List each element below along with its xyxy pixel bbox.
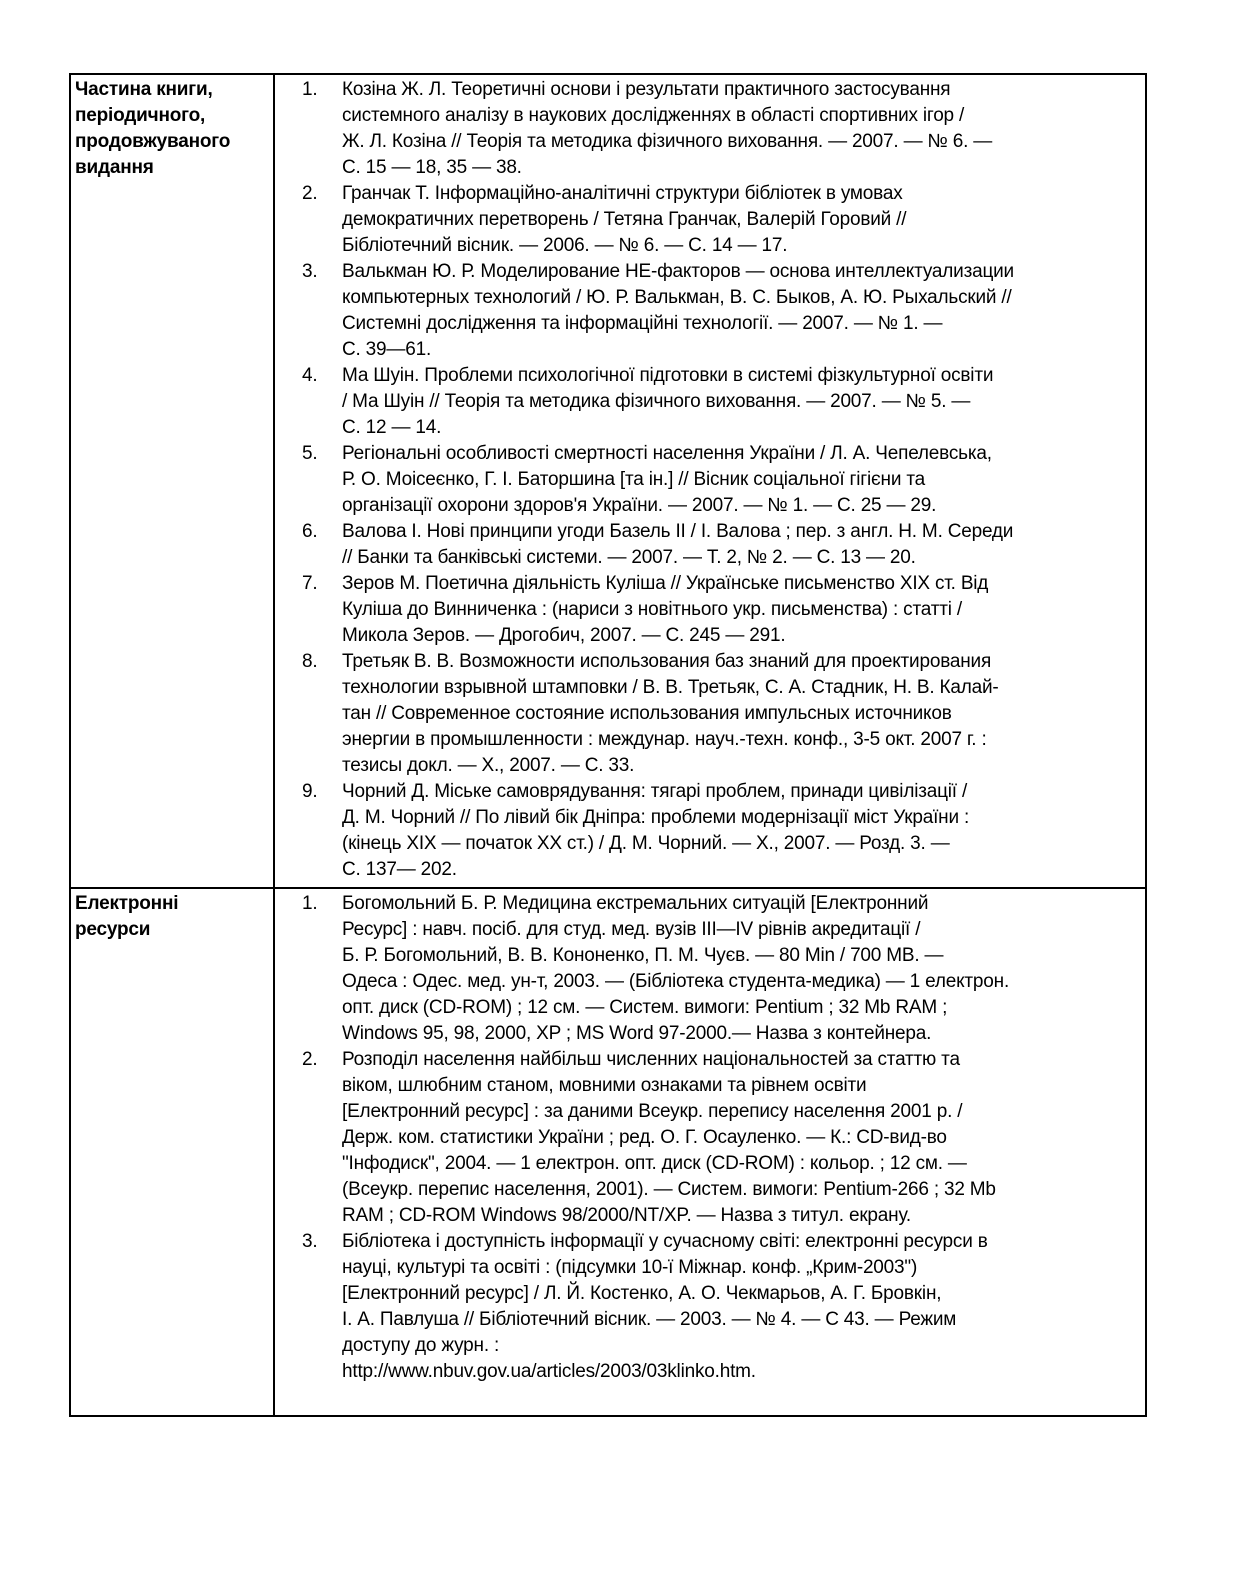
entry-text-line: Третьяк В. В. Возможности использования баз знаний для проектирования [342,651,992,672]
reference-entry [275,77,1141,181]
reference-entry [275,363,1141,441]
category-cell [70,74,274,888]
reference-entry [275,441,1141,519]
reference-entry [275,1229,1141,1385]
reference-entry [275,571,1141,649]
entry-text-line: Куліша до Винниченка : (нариси з новітнього укр. письменства) : статті / [342,599,962,620]
entry-number: 5. [302,443,318,464]
entry-text-line: http://www.nbuv.gov.ua/articles/2003/03klinko.htm. [342,1361,756,1382]
entry-text-line: [Електронний ресурс] / Л. Й. Костенко, А. О. Чекмарьов, А. Г. Бровкін, [342,1283,942,1304]
entry-text-line: Козіна Ж. Л. Теоретичні основи і результати практичного застосування [342,79,951,100]
entry-text-line: Ма Шуін. Проблеми психологічної підготовки в системі фізкультурної освіти [342,365,994,386]
entry-text-line: Б. Р. Богомольний, В. В. Кононенко, П. М. Чуєв. — 80 Min / 700 MB. — [342,945,944,966]
category-label-line: Частина книги, [75,79,213,100]
references-cell [274,888,1146,1416]
entry-text-line: / Ма Шуін // Теорія та методика фізичного виховання. — 2007. — № 5. — [342,391,971,412]
entry-text-line: Р. О. Моісеєнко, Г. І. Баторшина [та ін.] // Вісник соціальної гігієни та [342,469,925,490]
entry-number: 1. [302,79,318,100]
entry-text-line: RAM ; CD-ROM Windows 98/2000/NT/XP. — Назва з титул. екрану. [342,1205,911,1226]
reference-entry [275,779,1141,883]
category-label-line: ресурси [75,919,151,940]
entry-text-line: (Всеукр. перепис населення, 2001). — Систем. вимоги: Pentium-266 ; 32 Mb [342,1179,996,1200]
reference-entry [275,1047,1141,1229]
entry-text-line: Регіональні особливості смертності населення України / Л. А. Чепелевська, [342,443,992,464]
category-label-line: Електронні [75,893,179,914]
entry-number: 8. [302,651,318,672]
entry-number: 2. [302,1049,318,1070]
reference-entry [275,519,1141,571]
entry-number: 9. [302,781,318,802]
entry-text-line: тезисы докл. — Х., 2007. — С. 33. [342,755,635,776]
reference-entry [275,649,1141,779]
entry-text-line: доступу до журн. : [342,1335,500,1356]
category-label-line: продовжуваного [75,131,231,152]
entry-text-line: опт. диск (CD-ROM) ; 12 см. — Систем. вимоги: Pentium ; 32 Mb RAM ; [342,997,948,1018]
entry-text-line: С. 15 — 18, 35 — 38. [342,157,522,178]
entry-text-line: Розподіл населення найбільш численних національностей за статтю та [342,1049,960,1070]
entry-text-line: системного аналізу в наукових дослідженнях в області спортивних ігор / [342,105,965,126]
entry-text-line: Windows 95, 98, 2000, XP ; MS Word 97-2000.— Назва з контейнера. [342,1023,932,1044]
entry-text-line: энергии в промышленности : междунар. науч.-техн. конф., 3-5 окт. 2007 г. : [342,729,987,750]
reference-entry [275,891,1141,1047]
entry-number: 1. [302,893,318,914]
category-label-line: видання [75,157,154,178]
reference-entry [275,181,1141,259]
entry-text-line: технологии взрывной штамповки / В. В. Третьяк, С. А. Стадник, Н. В. Калай- [342,677,999,698]
entry-text-line: (кінець XIX — початок XX ст.) / Д. М. Чорний. — Х., 2007. — Розд. 3. — [342,833,950,854]
entry-text-line: Бібліотечний вісник. — 2006. — № 6. — С. 14 — 17. [342,235,788,256]
entry-text-line: демократичних перетворень / Тетяна Гранчак, Валерій Горовий // [342,209,907,230]
entry-text-line: компьютерных технологий / Ю. Р. Валькман, В. С. Быков, А. Ю. Рыхальский // [342,287,1012,308]
entry-text-line: Микола Зеров. — Дрогобич, 2007. — С. 245 — 291. [342,625,786,646]
entry-text-line: Д. М. Чорний // По лівий бік Дніпра: проблеми модернізації міст України : [342,807,970,828]
entry-number: 3. [302,1231,318,1252]
entry-number: 4. [302,365,318,386]
reference-list [275,77,1141,883]
bibliography-table [69,73,1147,1417]
table-row-electronic-resources [70,888,1146,1416]
entry-text-line: організації охорони здоров'я України. — 2007. — № 1. — С. 25 — 29. [342,495,937,516]
entry-text-line: С. 39—61. [342,339,432,360]
entry-text-line: Ж. Л. Козіна // Теорія та методика фізичного виховання. — 2007. — № 6. — [342,131,993,152]
entry-text-line: // Банки та банківські системи. — 2007. — Т. 2, № 2. — С. 13 — 20. [342,547,916,568]
entry-text-line: Чорний Д. Міське самоврядування: тягарі проблем, принади цивілізації / [342,781,968,802]
entry-text-line: Ресурс] : навч. посіб. для студ. мед. вузів III—IV рівнів акредитації / [342,919,921,940]
entry-text-line: Держ. ком. статистики України ; ред. О. Г. Осауленко. — К.: CD-вид-во [342,1127,947,1148]
entry-text-line: тан // Современное состояние использования импульсных источников [342,703,952,724]
entry-text-line: науці, культурі та освіті : (підсумки 10-ї Міжнар. конф. „Крим-2003") [342,1257,918,1278]
entry-text-line: Зеров М. Поетична діяльність Куліша // Українське письменство XIX ст. Від [342,573,989,594]
entry-text-line: "Інфодиск", 2004. — 1 електрон. опт. диск (CD-ROM) : кольор. ; 12 см. — [342,1153,967,1174]
entry-number: 7. [302,573,318,594]
reference-entry [275,259,1141,363]
entry-text-line: І. А. Павлуша // Бібліотечний вісник. — 2003. — № 4. — С 43. — Режим [342,1309,957,1330]
entry-number: 2. [302,183,318,204]
entry-text-line: Системні дослідження та інформаційні технології. — 2007. — № 1. — [342,313,943,334]
category-label-line: періодичного, [75,105,206,126]
entry-number: 3. [302,261,318,282]
table-row-book-part [70,74,1146,888]
category-cell [70,888,274,1416]
entry-text-line: Валькман Ю. Р. Моделирование НЕ-факторов — основа интеллектуализации [342,261,1014,282]
entry-text-line: Бібліотека і доступність інформації у сучасному світі: електронні ресурси в [342,1231,988,1252]
entry-text-line: [Електронний ресурс] : за даними Всеукр. перепису населення 2001 р. / [342,1101,963,1122]
entry-number: 6. [302,521,318,542]
entry-text-line: Валова І. Нові принципи угоди Базель II / І. Валова ; пер. з англ. Н. М. Середи [342,521,1014,542]
entry-text-line: Одеса : Одес. мед. ун-т, 2003. — (Бібліотека студента-медика) — 1 електрон. [342,971,1010,992]
reference-list [275,891,1141,1385]
references-cell [274,74,1146,888]
entry-text-line: С. 137— 202. [342,859,457,880]
entry-text-line: Гранчак Т. Інформаційно-аналітичні структури бібліотек в умовах [342,183,903,204]
entry-text-line: віком, шлюбним станом, мовними ознаками та рівнем освіти [342,1075,867,1096]
entry-text-line: Богомольний Б. Р. Медицина екстремальних ситуацій [Електронний [342,893,929,914]
entry-text-line: С. 12 — 14. [342,417,442,438]
